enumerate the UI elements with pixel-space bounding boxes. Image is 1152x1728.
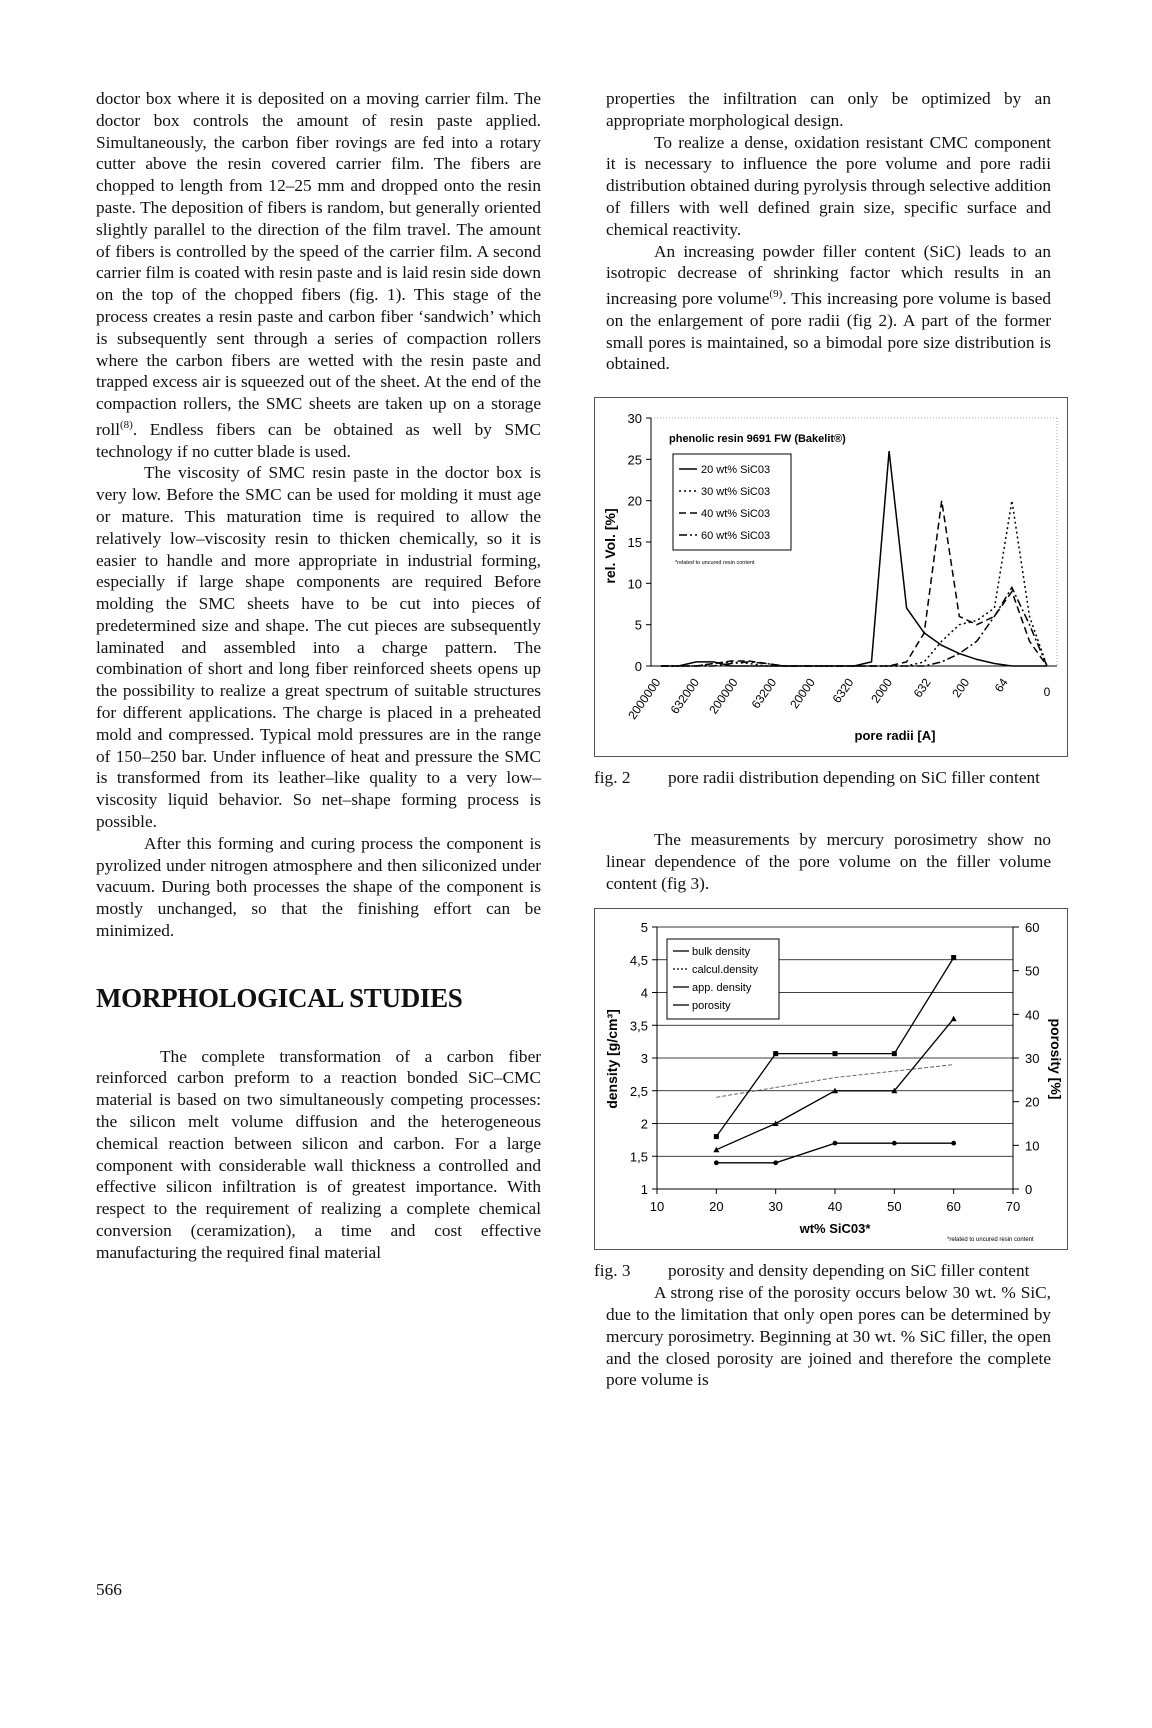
y2-tick-label: 0 <box>1025 1182 1033 1198</box>
y-axis-label: density [g/cm³] <box>604 1009 620 1110</box>
data-point <box>892 1141 897 1146</box>
figure-caption: porosity and density depending on SiC filler content <box>668 1261 1030 1281</box>
y2-axis-label: porosity [%] <box>1048 1018 1064 1100</box>
figure-3-caption <box>594 1260 1051 1282</box>
y-tick-label: 2 <box>640 1116 648 1132</box>
x-tick-label: 20000 <box>787 675 818 712</box>
x-tick-label: 50 <box>887 1199 902 1215</box>
y-axis-label: rel. Vol. [%] <box>602 508 618 584</box>
paragraph: The complete transformation of a carbon fiber reinforced carbon preform to a reaction bonded SiC–CMC material is based on two simultaneously competing processes: the silicon melt volume diffusion and the heterogeneous chemical reaction between silicon and carbon. For a large component with considerable wall thickness a controlled and effective silicon infiltration is of greatest importance. With respect to the requirement of realizing a complete chemical conversion (ceramization), a time and cost effective manufacturing the required final material <box>96 1046 541 1262</box>
paragraph: After this forming and curing process the component is pyrolized under nitrogen atmosphere and then siliconized under vacuum. During both processes the shape of the component is mostly unchanged, so that the finishing effort can be minimized. <box>96 833 541 941</box>
paragraph: To realize a dense, oxidation resistant CMC component it is necessary to influence the pore volume and pore radii distribution obtained during pyrolysis through selective addition of fillers with well defined grain size, specific surface and chemical reactivity. <box>606 132 1051 239</box>
y-tick-label: 20 <box>627 493 642 509</box>
paragraph: The measurements by mercury porosimetry show no linear dependence of the pore volume on the filler volume content (fig 3). <box>606 829 1051 893</box>
legend-entry: app. density <box>692 982 752 995</box>
x-axis-label: wt% SiC03* <box>799 1221 871 1237</box>
figure-caption: pore radii distribution depending on SiC filler content <box>668 768 1040 788</box>
x-tick-label: 40 <box>827 1199 843 1215</box>
legend-entry: 30 wt% SiC03 <box>701 486 771 499</box>
x-tick-label: 200 <box>949 675 973 701</box>
data-point <box>833 1051 838 1056</box>
x-tick-label: 20 <box>709 1199 724 1215</box>
x-tick-label: 10 <box>649 1199 665 1215</box>
series-line-app-density <box>716 1019 953 1150</box>
x-tick-label: 60 <box>946 1199 961 1215</box>
y-tick-label: 1 <box>640 1182 648 1198</box>
x-tick-label: 63200 <box>748 675 780 712</box>
page-number: 566 <box>96 1580 122 1599</box>
data-point <box>951 955 956 960</box>
data-point <box>892 1051 897 1056</box>
pore-radii-chart <box>595 398 1067 756</box>
paragraph: An increasing powder filler content (SiC) leads to an isotropic decrease of shrinking factor which results in an increasing pore volume$^{(9)}$. This increasing pore volume is based on the enlargement of pore radii (fig 2). A part of the former small pores is maintained, so a bimodal pore size distribution is obtained. <box>606 241 1051 374</box>
y-tick-label: 10 <box>627 576 642 592</box>
y2-tick-label: 40 <box>1025 1007 1040 1023</box>
chart-footnote: *related to uncured resin content <box>947 1237 1034 1244</box>
y-tick-label: 25 <box>627 452 642 468</box>
y2-tick-label: 10 <box>1025 1138 1040 1154</box>
paragraph: properties the infiltration can only be optimized by an appropriate morphological design. <box>606 89 1051 130</box>
x-tick-label: 0 <box>1043 685 1051 700</box>
x-tick-label: 632000 <box>667 675 703 717</box>
figure-3 <box>594 908 1068 1250</box>
legend-entry: calcul.density <box>692 964 759 977</box>
data-point <box>773 1051 778 1056</box>
paragraph: A strong rise of the porosity occurs below 30 wt. % SiC, due to the limitation that only open pores can be determined by mercury porosimetry. Beginning at 30 wt. % SiC filler, the open and the closed porosity are joined and therefore the complete pore volume is <box>606 1283 1051 1390</box>
y-tick-label: 3 <box>640 1051 648 1067</box>
data-point <box>714 1134 719 1139</box>
y2-tick-label: 50 <box>1025 963 1040 979</box>
x-tick-label: 2000 <box>868 675 896 706</box>
porosity-density-chart <box>595 909 1067 1249</box>
y2-tick-label: 30 <box>1025 1051 1040 1067</box>
y-tick-label: 0 <box>634 659 642 675</box>
series-line-bulk-density <box>716 1144 953 1164</box>
y-tick-label: 1,5 <box>629 1149 648 1165</box>
y-tick-label: 15 <box>627 535 642 551</box>
legend-entry: 60 wt% SiC03 <box>701 530 771 543</box>
y-tick-label: 3,5 <box>629 1018 648 1034</box>
x-tick-label: 632 <box>910 675 934 701</box>
x-tick-label: 64 <box>991 675 1011 695</box>
figure-label: fig. 2 <box>594 768 631 788</box>
left-column <box>96 88 541 1264</box>
x-tick-label: 6320 <box>829 675 857 706</box>
figure-2-caption <box>594 767 1051 789</box>
legend-entry: bulk density <box>692 946 751 959</box>
right-column <box>594 88 1064 1391</box>
legend-entry: 20 wt% SiC03 <box>701 464 771 477</box>
x-tick-label: 30 <box>768 1199 783 1215</box>
y-tick-label: 30 <box>627 411 642 427</box>
y-tick-label: 4 <box>640 985 648 1001</box>
data-point <box>773 1161 778 1166</box>
data-point <box>951 1141 956 1146</box>
figure-label: fig. 3 <box>594 1261 631 1281</box>
series-line-60-wt-sic03 <box>661 588 1047 667</box>
section-heading: MORPHOLOGICAL STUDIES <box>96 982 463 1013</box>
x-tick-label: 70 <box>1005 1199 1021 1215</box>
y-tick-label: 4,5 <box>629 953 648 969</box>
y2-tick-label: 60 <box>1025 920 1040 936</box>
chart-footnote: *related to uncured resin content <box>675 560 755 567</box>
x-tick-label: 200000 <box>706 675 741 717</box>
legend-entry: porosity <box>692 1000 731 1013</box>
figure-2 <box>594 397 1068 757</box>
paragraph: The viscosity of SMC resin paste in the doctor box is very low. Before the SMC can be used for molding it must age or mature. This maturation time is required to allow the relatively low–viscosity resin to thicken chemically, so it is easier to handle and more appropriate in industrial forming, especially if large shape components are required Before molding the SMC sheets have to be cut into pieces of predetermined size and shape. The cut pieces are subsequently laminated and assembled into a charge pattern. The combination of short and long fiber reinforced sheets opens up the possibility to realize a great spectrum of suitable structures for different applications. The charge is placed in a preheated mold and compressed. Typical mold pressures are in the range of 150–250 bar. Under influence of heat and pressure the SMC is transformed from its leather–like quality to a very low–viscosity liquid behavior. So net–shape forming process is possible. <box>96 463 541 832</box>
legend-entry: 40 wt% SiC03 <box>701 508 771 521</box>
y-tick-label: 5 <box>634 617 642 633</box>
data-point <box>714 1161 719 1166</box>
data-point <box>951 1016 957 1022</box>
y-tick-label: 2,5 <box>629 1084 648 1100</box>
y2-tick-label: 20 <box>1025 1094 1040 1110</box>
x-axis-label: pore radii [A] <box>854 728 936 744</box>
paragraph: doctor box where it is deposited on a moving carrier film. The doctor box controls the amount of resin paste applied. Simultaneously, the carbon fiber rovings are fed into a rotary cutter above the resin covered carrier film. The fibers are chopped to length from 12–25 mm and dropped onto the resin paste. The deposition of fibers is random, but generally oriented slightly parallel to the direction of the film travel. The amount of fibers is controlled by the speed of the carrier film. A second carrier film is coated with resin paste and is laid resin side down on the top of the chopped fibers (fig. 1). This stage of the process creates a resin paste and carbon fiber ‘sandwich’ which is subsequently sent through a series of compaction rollers where the carbon fibers are wetted with the resin paste and trapped excess air is squeezed out of the sheet. At the end of the compaction rollers, the SMC sheets are taken up on a storage roll$^{(8)}$. Endless fibers can be obtained as well by SMC technology if no cutter blade is used. <box>96 89 541 461</box>
chart-annotation: phenolic resin 9691 FW (Bakelit®) <box>669 433 846 446</box>
data-point <box>833 1141 838 1146</box>
y-tick-label: 5 <box>640 920 648 936</box>
x-tick-label: 2000000 <box>625 675 664 723</box>
